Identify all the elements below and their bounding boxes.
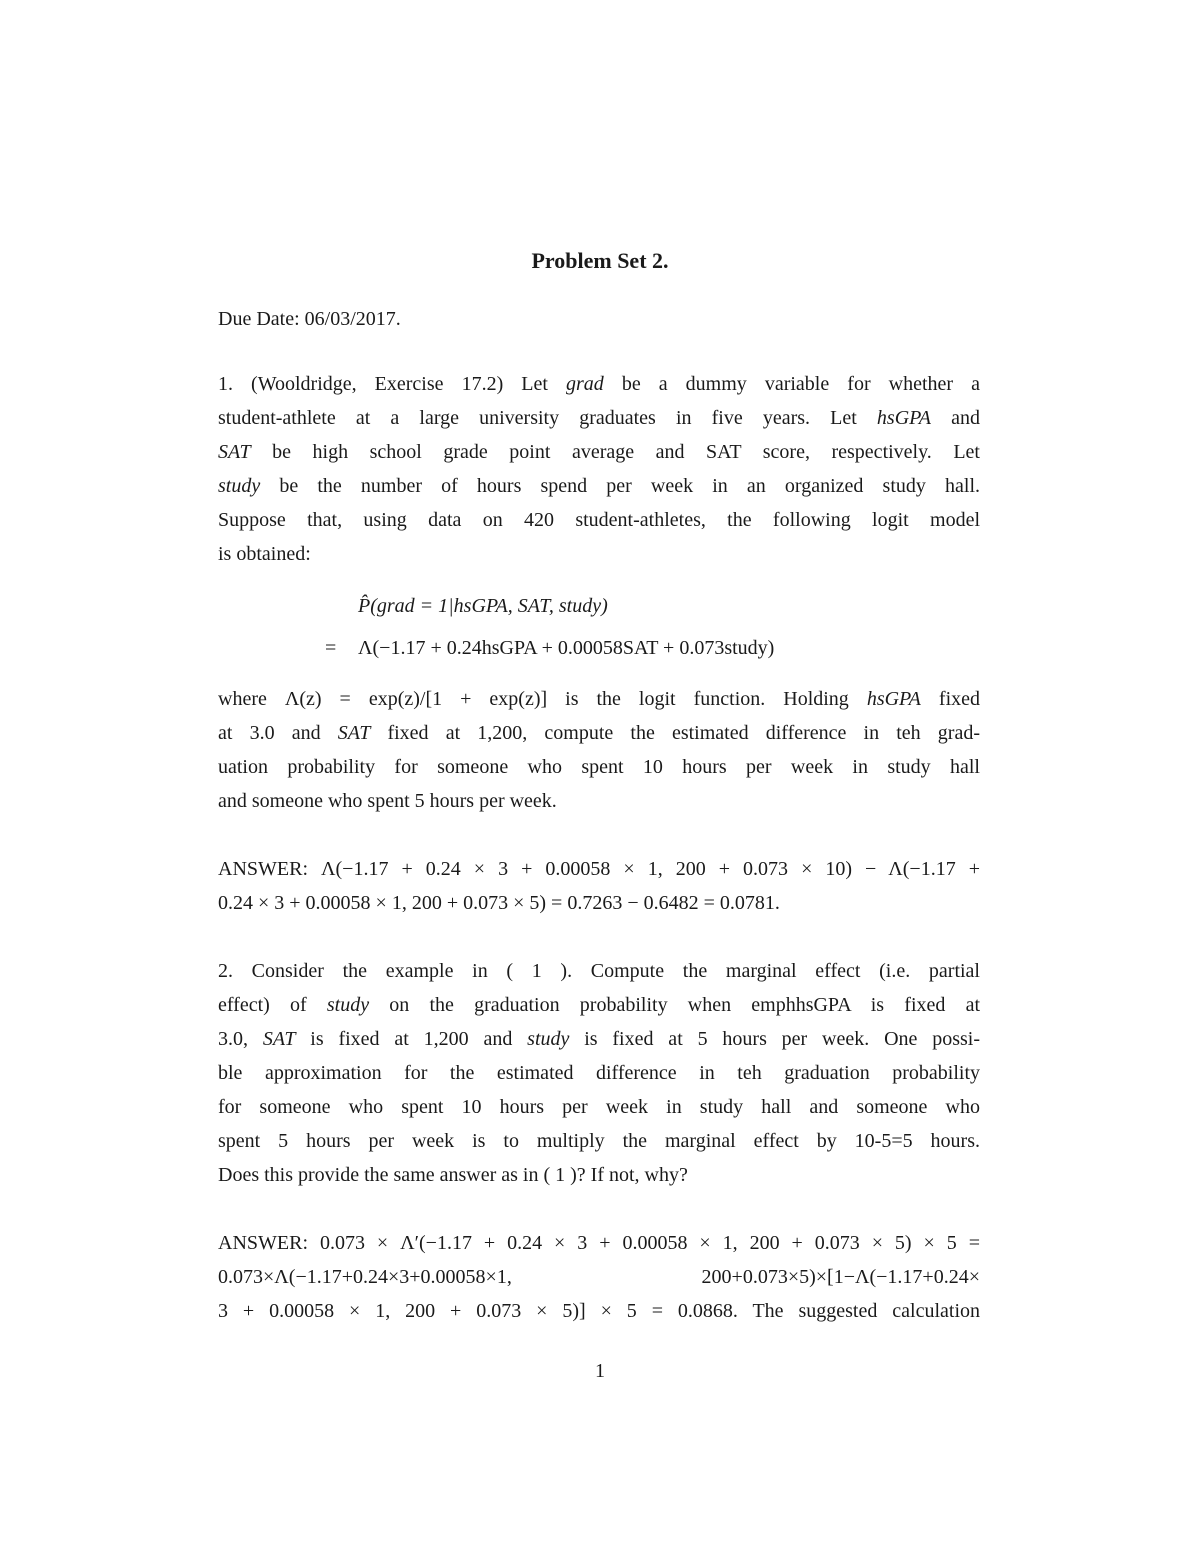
q1-line-9: uation probability for someone who spent 10 hours per week in study hall (218, 756, 980, 778)
q1-line-4: study be the number of hours spend per week in an organized study hall. (218, 475, 980, 497)
due-date: Due Date: 06/03/2017. (218, 308, 401, 330)
q1-line-1: 1. (Wooldridge, Exercise 17.2) Let grad be a dummy variable for whether a (218, 373, 980, 395)
q1-line-3: SAT be high school grade point average and SAT score, respectively. Let (218, 441, 980, 463)
equation-line-1: P̂(grad = 1|hsGPA, SAT, study) (358, 595, 608, 617)
q1-line-6: is obtained: (218, 543, 311, 565)
q2-line-4: ble approximation for the estimated difference in teh graduation probability (218, 1062, 980, 1084)
q2-answer-line-3: 3 + 0.00058 × 1, 200 + 0.073 × 5)] × 5 = 0.0868. The suggested calculation (218, 1300, 980, 1322)
q2-answer-line-1: ANSWER: 0.073 × Λ′(−1.17 + 0.24 × 3 + 0.00058 × 1, 200 + 0.073 × 5) × 5 = (218, 1232, 980, 1254)
q2-answer-line-2: 0.073×Λ(−1.17+0.24×3+0.00058×1, 200+0.073×5)×[1−Λ(−1.17+0.24× (218, 1266, 980, 1288)
q1-line-2: student-athlete at a large university graduates in five years. Let hsGPA and (218, 407, 980, 429)
q1-line-8: at 3.0 and SAT fixed at 1,200, compute the estimated difference in teh grad- (218, 722, 981, 744)
q2-line-5: for someone who spent 10 hours per week in study hall and someone who (218, 1096, 980, 1118)
q2-line-2: effect) of study on the graduation probability when emphhsGPA is fixed at (218, 994, 981, 1016)
q1-line-5: Suppose that, using data on 420 student-athletes, the following logit model (218, 509, 980, 531)
q2-line-1: 2. Consider the example in ( 1 ). Compute the marginal effect (i.e. partial (218, 960, 980, 982)
equation-line-2: Λ(−1.17 + 0.24hsGPA + 0.00058SAT + 0.073study) (358, 637, 775, 659)
q1-line-7: where Λ(z) = exp(z)/[1 + exp(z)] is the logit function. Holding hsGPA fixed (218, 688, 981, 710)
q2-line-7: Does this provide the same answer as in ( 1 )? If not, why? (218, 1164, 688, 1186)
page-number: 1 (595, 1360, 605, 1382)
equation-equals: = (325, 637, 337, 659)
q1-line-10: and someone who spent 5 hours per week. (218, 790, 557, 812)
q2-line-3: 3.0, SAT is fixed at 1,200 and study is fixed at 5 hours per week. One possi- (218, 1028, 981, 1050)
q2-line-6: spent 5 hours per week is to multiply the marginal effect by 10-5=5 hours. (218, 1130, 980, 1152)
page-title: Problem Set 2. (531, 248, 669, 273)
q1-answer-line-1: ANSWER: Λ(−1.17 + 0.24 × 3 + 0.00058 × 1, 200 + 0.073 × 10) − Λ(−1.17 + (218, 858, 980, 880)
q1-answer-line-2: 0.24 × 3 + 0.00058 × 1, 200 + 0.073 × 5) = 0.7263 − 0.6482 = 0.0781. (218, 892, 780, 914)
